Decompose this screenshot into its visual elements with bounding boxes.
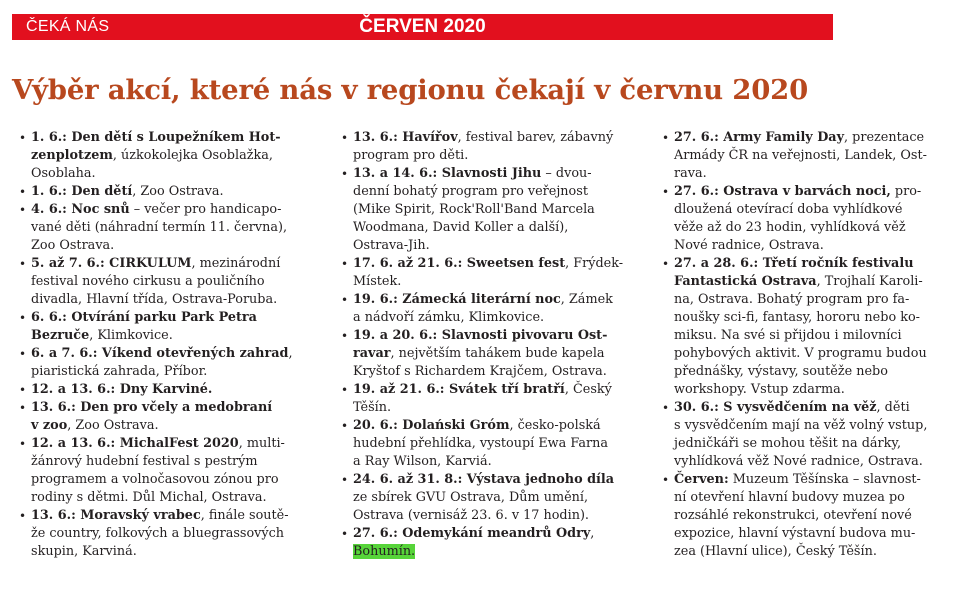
event-text: Ostrava (vernisáž 23. 6. v 17 hodin). bbox=[353, 508, 590, 523]
event-text: , mezinárodní bbox=[191, 256, 281, 271]
event-title: 12. a 13. 6.: Dny Karviné. bbox=[31, 382, 213, 397]
event-text: , Český bbox=[564, 382, 612, 397]
event-title: ravar bbox=[353, 346, 391, 361]
event-title: 1. 6.: Den dětí bbox=[31, 184, 133, 199]
event-text: , multi- bbox=[238, 436, 285, 451]
event-title: Bezruče bbox=[31, 328, 90, 343]
event-title: 13. 6.: Havířov bbox=[353, 130, 458, 145]
event-text: , úzkokolejka Osoblažka, bbox=[112, 148, 273, 163]
event-item bbox=[19, 255, 324, 309]
event-title: 24. 6. až 31. 8.: Výstava jednoho díla bbox=[353, 472, 615, 487]
event-title: zenplotzem bbox=[31, 148, 113, 163]
event-title: 6. a 7. 6.: Víkend otevřených zahrad bbox=[31, 346, 289, 361]
event-text: rava. bbox=[674, 166, 707, 181]
event-item bbox=[19, 183, 324, 201]
event-item bbox=[19, 129, 324, 183]
event-item bbox=[19, 345, 324, 381]
event-title: 27. a 28. 6.: Třetí ročník festivalu bbox=[674, 256, 914, 271]
event-text: divadla, Hlavní třída, Ostrava-Poruba. bbox=[31, 292, 278, 307]
event-text: Muzeum Těšínska – slavnost- bbox=[728, 472, 921, 487]
events-column-2 bbox=[341, 129, 641, 561]
event-title: 12. a 13. 6.: MichalFest 2020 bbox=[31, 436, 239, 451]
event-text: , bbox=[288, 346, 293, 361]
month-label: ČERVEN 2020 bbox=[359, 16, 486, 37]
event-text: dloužená otevírací doba vyhlídkové bbox=[674, 202, 903, 217]
event-text: Ostrava-Jih. bbox=[353, 238, 430, 253]
event-text: jedničkáři se mohou těšit na dárky, bbox=[674, 436, 902, 451]
event-text: festival nového cirkusu a pouličního bbox=[31, 274, 265, 289]
event-title: 27. 6.: Army Family Day bbox=[674, 130, 845, 145]
event-title: Fantastická Ostrava bbox=[674, 274, 817, 289]
event-text: expozice, hlavní výstavní budova mu- bbox=[674, 526, 916, 541]
event-item bbox=[19, 309, 324, 345]
event-text: , Zoo Ostrava. bbox=[132, 184, 224, 199]
event-title: 4. 6.: Noc snů bbox=[31, 202, 130, 217]
event-text: , česko-polská bbox=[509, 418, 601, 433]
event-title: 13. 6.: Moravský vrabec bbox=[31, 508, 201, 523]
event-text: Woodmana, David Koller a další), bbox=[353, 220, 569, 235]
event-text: ze sbírek GVU Ostrava, Dům umění, bbox=[353, 490, 589, 505]
event-text: s vysvědčením mají na věž volný vstup, bbox=[674, 418, 928, 433]
event-item bbox=[341, 525, 641, 561]
event-item bbox=[341, 129, 641, 165]
event-item bbox=[19, 381, 324, 399]
event-item bbox=[662, 183, 962, 255]
section-banner bbox=[12, 14, 833, 40]
event-item bbox=[341, 471, 641, 525]
event-text: piaristická zahrada, Příbor. bbox=[31, 364, 208, 379]
event-item bbox=[662, 471, 962, 561]
event-text: , bbox=[590, 526, 595, 541]
event-item bbox=[19, 201, 324, 255]
event-text: , prezentace bbox=[844, 130, 925, 145]
section-label: ČEKÁ NÁS bbox=[26, 18, 110, 35]
event-item bbox=[341, 381, 641, 417]
event-title: 27. 6.: Odemykání meandrů Odry bbox=[353, 526, 591, 541]
event-text: , Trojhalí Karoli- bbox=[816, 274, 923, 289]
highlighted-text: Bohumín. bbox=[353, 544, 416, 559]
event-title: 6. 6.: Otvírání parku Park Petra bbox=[31, 310, 257, 325]
event-text: miksu. Na své si přijdou i milovníci bbox=[674, 328, 902, 343]
event-text: rodiny s dětmi. Důl Michal, Ostrava. bbox=[31, 490, 267, 505]
event-text: a nádvoří zámku, Klimkovice. bbox=[353, 310, 545, 325]
event-title: 19. a 20. 6.: Slavnosti pivovaru Ost- bbox=[353, 328, 608, 343]
event-text: , Zoo Ostrava. bbox=[67, 418, 159, 433]
event-item bbox=[19, 399, 324, 435]
event-text: a Ray Wilson, Karviá. bbox=[353, 454, 492, 469]
event-text: vyhlídková věž Nové radnice, Ostrava. bbox=[674, 454, 923, 469]
event-item bbox=[341, 327, 641, 381]
event-text: Místek. bbox=[353, 274, 402, 289]
event-text: zea (Hlavní ulice), Český Těšín. bbox=[674, 544, 877, 559]
event-text: věže až do 23 hodin, vyhlídková věž bbox=[674, 220, 906, 235]
event-title: 17. 6. až 21. 6.: Sweetsen fest bbox=[353, 256, 566, 271]
event-text: pohybových aktivit. V programu budou bbox=[674, 346, 927, 361]
event-item bbox=[341, 417, 641, 471]
event-item bbox=[341, 255, 641, 291]
event-text: , finále soutě- bbox=[200, 508, 289, 523]
event-text: Nové radnice, Ostrava. bbox=[674, 238, 824, 253]
event-text: žánrový hudební festival s pestrým bbox=[31, 454, 258, 469]
event-text: Zoo Ostrava. bbox=[31, 238, 115, 253]
event-text: rozsáhlé rekonstrukci, otevření nové bbox=[674, 508, 912, 523]
event-item bbox=[19, 435, 324, 507]
event-title: 5. až 7. 6.: CIRKULUM bbox=[31, 256, 192, 271]
event-text: (Mike Spirit, Rock'Roll'Band Marcela bbox=[353, 202, 595, 217]
event-text: , děti bbox=[876, 400, 910, 415]
event-title: 13. a 14. 6.: Slavnosti Jihu bbox=[353, 166, 542, 181]
event-title: Červen: bbox=[674, 472, 729, 487]
event-text: Osoblaha. bbox=[31, 166, 96, 181]
event-text: pro- bbox=[890, 184, 922, 199]
event-item bbox=[341, 291, 641, 327]
event-text: Kryštof s Richardem Krajčem, Ostrava. bbox=[353, 364, 607, 379]
event-text: na, Ostrava. Bohatý program pro fa- bbox=[674, 292, 910, 307]
event-title: 13. 6.: Den pro včely a medobraní bbox=[31, 400, 273, 415]
event-text: – večer pro handicapo- bbox=[129, 202, 282, 217]
event-text: hudební přehlídka, vystoupí Ewa Farna bbox=[353, 436, 608, 451]
event-text: Armády ČR na veřejnosti, Landek, Ost- bbox=[674, 148, 927, 163]
event-text: , Zámek bbox=[560, 292, 613, 307]
event-text: denní bohatý program pro veřejnost bbox=[353, 184, 588, 199]
event-text: , Frýdek- bbox=[565, 256, 624, 271]
event-item bbox=[19, 507, 324, 561]
event-text: skupin, Karviná. bbox=[31, 544, 137, 559]
event-text: program pro děti. bbox=[353, 148, 469, 163]
event-text: , největším tahákem bude kapela bbox=[390, 346, 605, 361]
event-text: Těšín. bbox=[353, 400, 392, 415]
event-title: 27. 6.: Ostrava v barvách noci, bbox=[674, 184, 891, 199]
event-title: 19. 6.: Zámecká literární noc bbox=[353, 292, 561, 307]
event-item bbox=[662, 255, 962, 399]
event-item bbox=[662, 129, 962, 183]
event-item bbox=[662, 399, 962, 471]
event-title: 30. 6.: S vysvědčením na věž bbox=[674, 400, 877, 415]
event-text: noušky sci-fi, fantasy, hororu nebo ko- bbox=[674, 310, 920, 325]
event-text: vané děti (náhradní termín 11. června), bbox=[31, 220, 288, 235]
event-title: 20. 6.: Dolański Gróm bbox=[353, 418, 510, 433]
event-text: , Klimkovice. bbox=[89, 328, 173, 343]
event-title: 1. 6.: Den dětí s Loupežníkem Hot- bbox=[31, 130, 281, 145]
event-item bbox=[341, 165, 641, 255]
events-column-1 bbox=[19, 129, 324, 561]
event-text: programem a volnočasovou zónou pro bbox=[31, 472, 279, 487]
event-text: že country, folkových a bluegrassových bbox=[31, 526, 285, 541]
event-title: v zoo bbox=[31, 418, 68, 433]
event-text: workshopy. Vstup zdarma. bbox=[674, 382, 845, 397]
event-text: – dvou- bbox=[541, 166, 592, 181]
events-column-3 bbox=[662, 129, 962, 561]
article-headline: Výběr akcí, které nás v regionu čekají v červnu 2020 bbox=[12, 74, 809, 106]
event-text: ní otevření hlavní budovy muzea po bbox=[674, 490, 905, 505]
event-text: přednášky, výstavy, soutěže nebo bbox=[674, 364, 888, 379]
event-text: , festival barev, zábavný bbox=[457, 130, 614, 145]
event-title: 19. až 21. 6.: Svátek tří bratří bbox=[353, 382, 565, 397]
